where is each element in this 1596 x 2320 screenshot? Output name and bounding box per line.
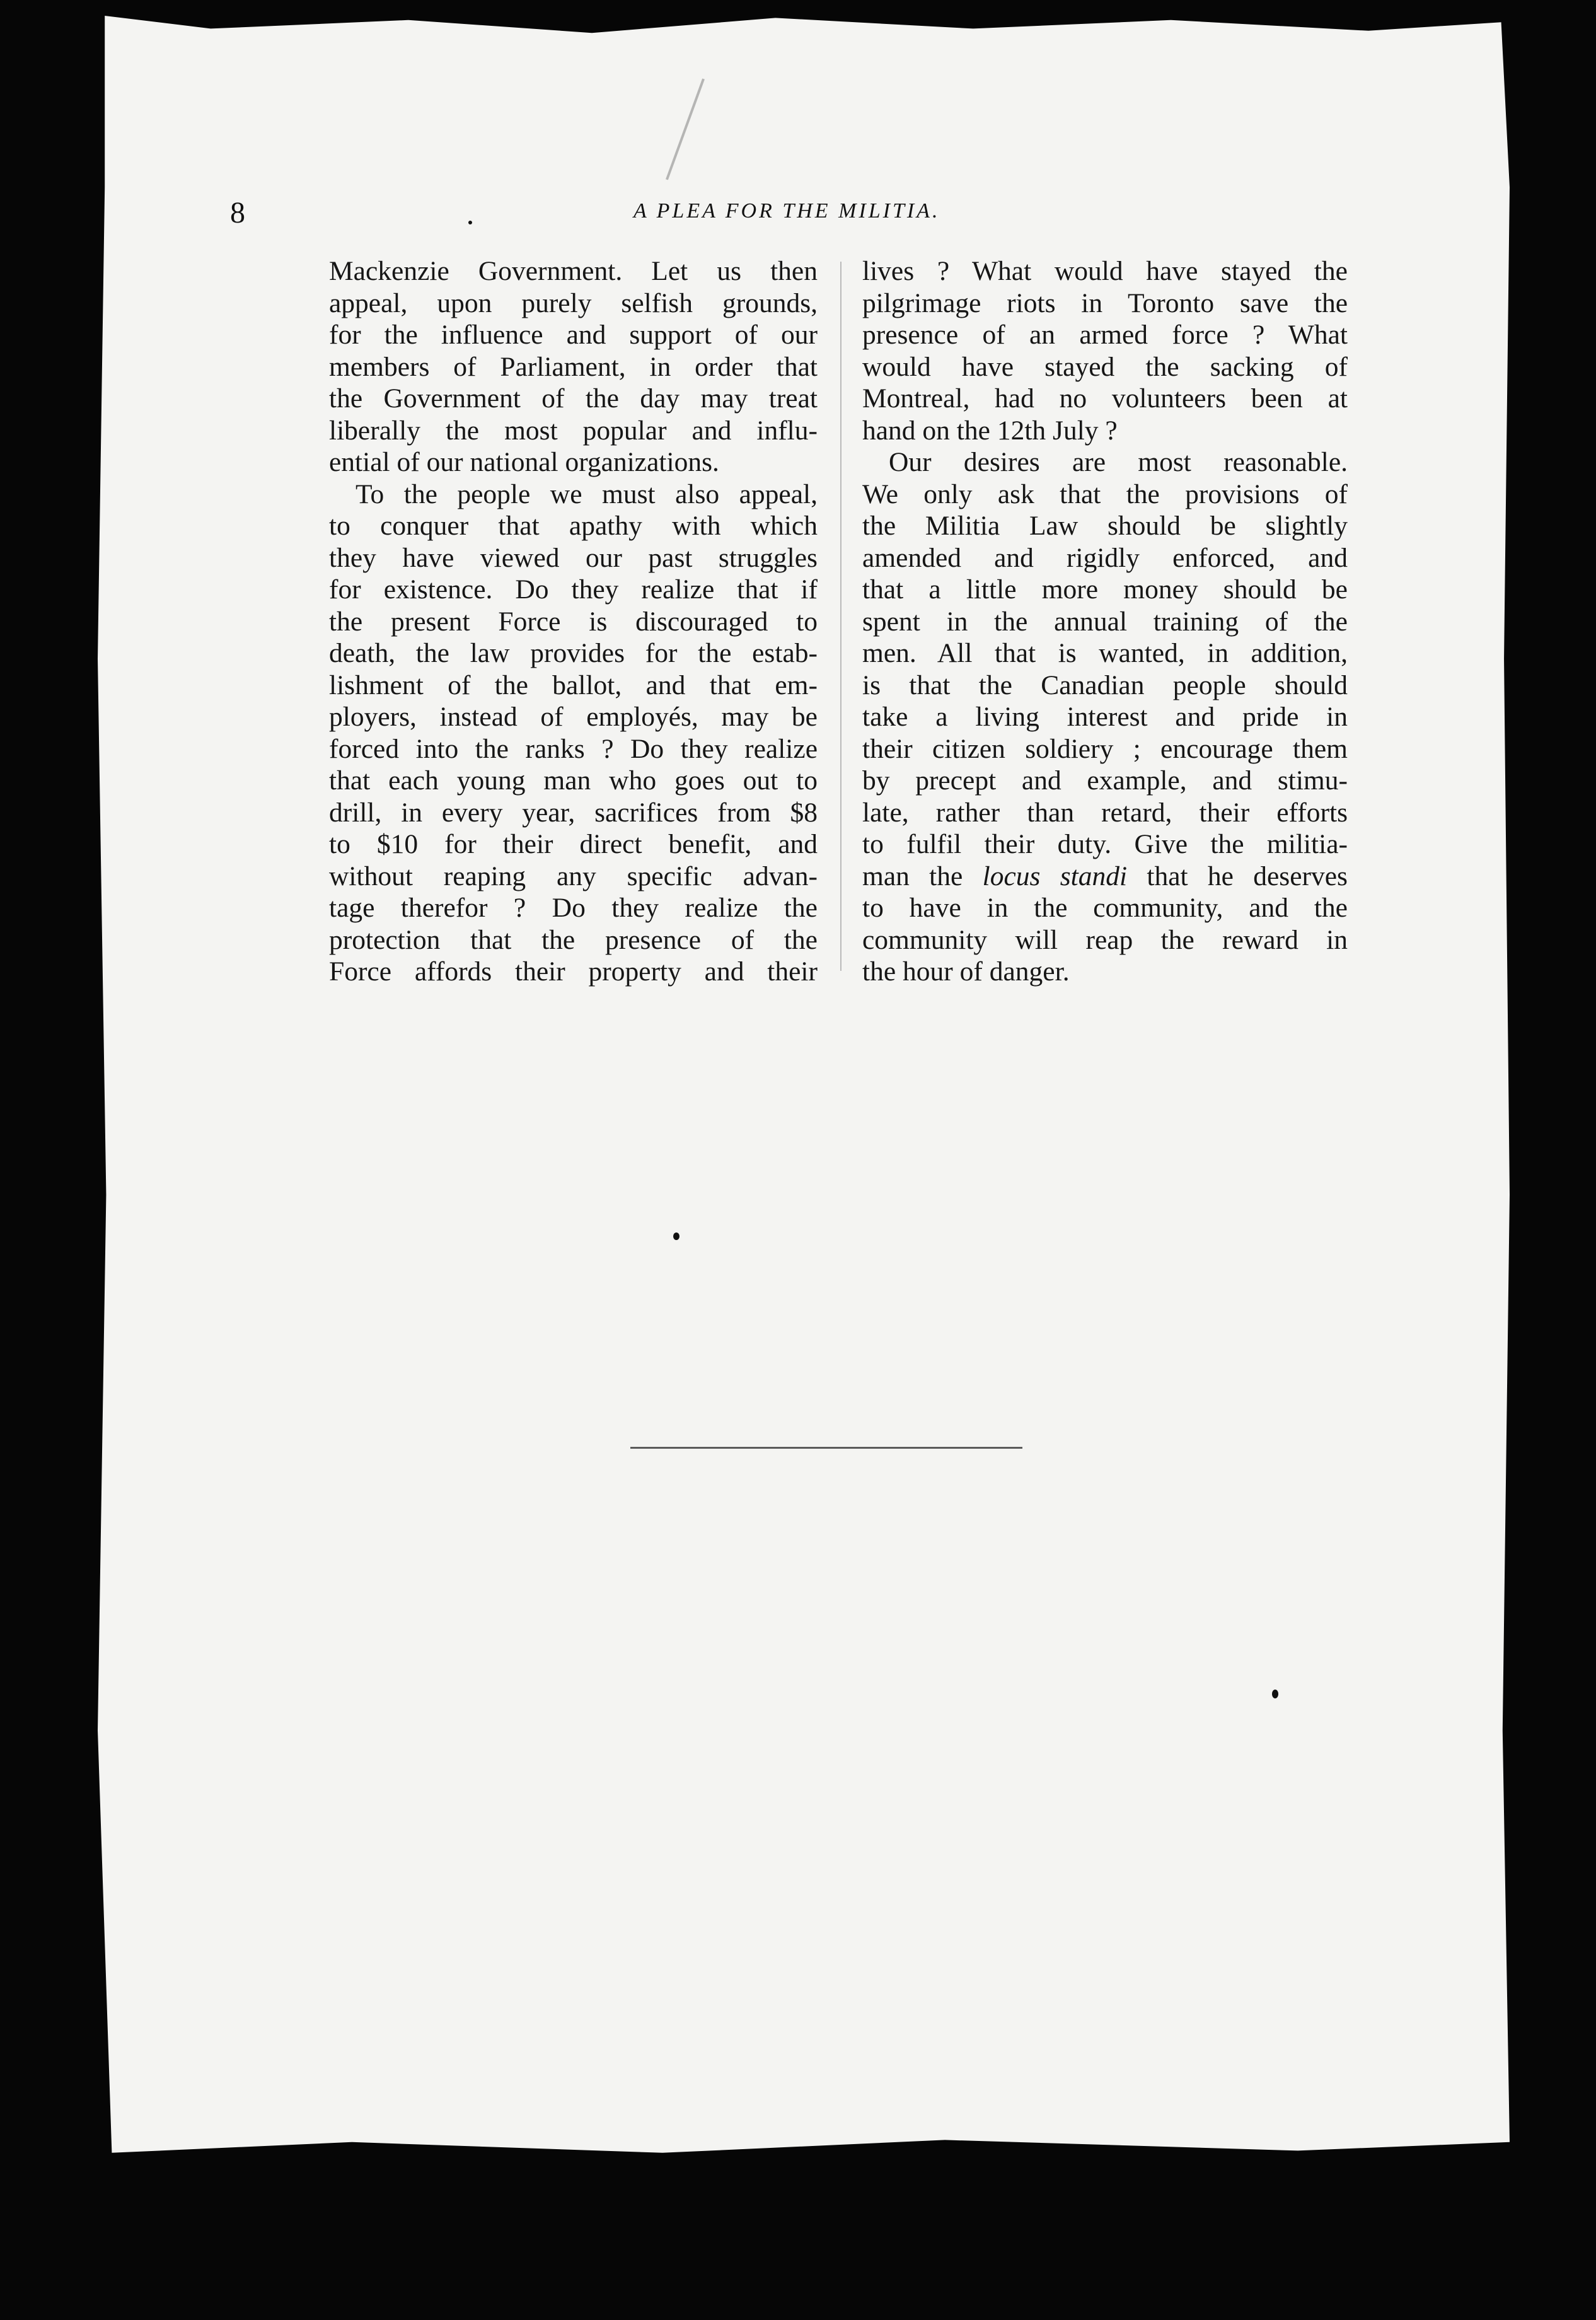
text-line: late, rather than retard, their efforts — [862, 797, 1348, 828]
text-line: lishment of the ballot, and that em- — [329, 670, 818, 700]
left-text-column — [329, 255, 818, 988]
text-line: ential of our national organizations. — [329, 447, 719, 477]
text-line: members of Parliament, in order that — [329, 351, 818, 382]
text-line: to have in the community, and the — [862, 893, 1348, 923]
text-line: to conquer that apathy with which — [329, 511, 818, 541]
text-line: that each young man who goes out to — [329, 765, 818, 796]
text-line: their citizen soldiery ; encourage them — [862, 733, 1348, 764]
page-header — [230, 195, 1352, 233]
text-line: community will reap the reward in — [862, 924, 1348, 955]
page-number: 8 — [230, 196, 245, 229]
ink-speck — [1272, 1690, 1278, 1698]
text-line: men. All that is wanted, in addition, — [862, 638, 1348, 668]
text-line: by precept and example, and stimu- — [862, 765, 1348, 796]
section-divider — [630, 1447, 1022, 1449]
text-line: the Militia Law should be slightly — [862, 511, 1348, 541]
text-line: for existence. Do they realize that if — [329, 574, 818, 605]
text-line: is that the Canadian people should — [862, 670, 1348, 700]
text-line: hand on the 12th July ? — [862, 415, 1118, 446]
text-line-with-italic — [862, 861, 1348, 893]
column-rule — [840, 262, 841, 971]
text-line: Force affords their property and their — [329, 956, 818, 987]
text-line: death, the law provides for the estab- — [329, 638, 818, 668]
text-line: the Government of the day may treat — [329, 383, 818, 414]
text-line: ployers, instead of employés, may be — [329, 702, 818, 732]
text-line: for the influence and support of our — [329, 320, 818, 350]
text-line: tage therefor ? Do they realize the — [329, 893, 818, 923]
text-line: appeal, upon purely selfish grounds, — [329, 287, 818, 318]
right-text-column — [862, 255, 1348, 988]
text-line: Montreal, had no volunteers been at — [862, 383, 1348, 414]
text-line: protection that the presence of the — [329, 924, 818, 955]
text-line: spent in the annual training of the — [862, 606, 1348, 637]
text-line: that a little more money should be — [862, 574, 1348, 605]
ink-speck — [673, 1232, 679, 1240]
text-segment: man the — [862, 861, 983, 891]
text-segment: that he deserves — [1127, 861, 1348, 891]
text-line: amended and rigidly enforced, and — [862, 542, 1348, 573]
text-line: lives ? What would have stayed the — [862, 256, 1348, 286]
text-line: drill, in every year, sacrifices from $8 — [329, 797, 818, 828]
text-line: pilgrimage riots in Toronto save the — [862, 287, 1348, 318]
italic-phrase: locus standi — [982, 861, 1128, 891]
text-line: take a living interest and pride in — [862, 702, 1348, 732]
text-line: Our desires are most reasonable. — [889, 447, 1348, 477]
text-line: presence of an armed force ? What — [862, 320, 1348, 350]
text-line: would have stayed the sacking of — [862, 351, 1348, 382]
text-line: To the people we must also appeal, — [356, 478, 818, 509]
text-line: to $10 for their direct benefit, and — [329, 829, 818, 859]
text-line: to fulfil their duty. Give the militia- — [862, 829, 1348, 859]
text-line: the hour of danger. — [862, 956, 1070, 987]
running-title: A PLEA FOR THE MILITIA. — [633, 199, 940, 223]
text-line: without reaping any specific advan- — [329, 861, 818, 891]
text-line: the present Force is discouraged to — [329, 606, 818, 637]
text-line: liberally the most popular and influ- — [329, 415, 818, 446]
text-line: Mackenzie Government. Let us then — [329, 256, 818, 286]
text-line: forced into the ranks ? Do they realize — [329, 733, 818, 764]
text-line: We only ask that the provisions of — [862, 478, 1348, 509]
text-line: they have viewed our past struggles — [329, 542, 818, 573]
ink-speck — [468, 221, 472, 224]
